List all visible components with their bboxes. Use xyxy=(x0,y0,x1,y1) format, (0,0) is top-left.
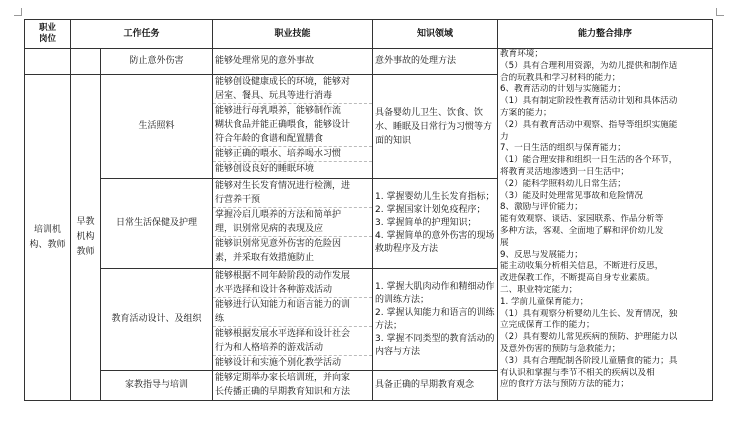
task-cell: 家教指导与培训 xyxy=(101,371,213,401)
ability-line: （1）具有制定阶段性教育活动计划和具体活动 xyxy=(500,96,678,107)
skill-line: 能够进行认知能力和语言能力的训 xyxy=(215,300,351,310)
ability-line: 9、反思与发展能力； xyxy=(500,249,583,260)
ability-line: （3）具有合理配制各阶段儿童膳食的能力；具 xyxy=(500,355,678,366)
skill-line: 理，识别常见病的表现及应 xyxy=(213,222,372,237)
skill-line: 水平选择和设计各种游戏活动 xyxy=(213,283,372,298)
task-cell: 生活照料 xyxy=(101,75,213,179)
ability-line: 7、一日生活的组织与保育能力； xyxy=(500,143,626,154)
skill-line: 能够正确的喂水、培养喝水习惯 xyxy=(213,147,372,162)
skill-line: 居室、餐具、玩具等进行消毒 xyxy=(213,89,372,104)
task-cell: 防止意外伤害 xyxy=(101,49,213,75)
page-corner-mark xyxy=(716,8,724,16)
knowledge-list xyxy=(373,179,498,269)
task-cell: 教育活动设计、及组织 xyxy=(101,269,213,371)
skill-line: 能够根据不同年龄阶段的动作发展 xyxy=(215,271,351,281)
knowledge-cell: 具备婴幼儿卫生、饮食、饮水、睡眠及日常行为习惯等方面的知识 xyxy=(373,75,498,179)
ability-line: 展 xyxy=(500,237,509,248)
skill-list xyxy=(213,75,373,179)
ability-line: 1. 学前儿童保育能力； xyxy=(500,296,589,307)
header-post: 职业 岗位 xyxy=(25,20,71,49)
skill-line: 能够设计和实施个别化教学活动 xyxy=(215,358,342,368)
knowledge-item: 1. 掌握大肌肉动作和精细动作的训练方法； xyxy=(375,281,495,305)
header-ability: 能力整合排序 xyxy=(498,20,713,49)
ability-line: 应的食疗方法与预防方法的能力； xyxy=(500,379,629,390)
skill-list xyxy=(213,371,373,401)
skill-line: 能够根据发展水平选择和设计社会 xyxy=(215,329,351,339)
knowledge-item: 2. 掌握认知能力和语言的训练方法； xyxy=(375,307,495,331)
post-cell-blank xyxy=(25,49,71,75)
ability-line: 力 xyxy=(500,131,509,142)
knowledge-item: 3. 掌握不同类型的教育活动的内容与方法 xyxy=(375,333,495,357)
table-row xyxy=(25,49,713,75)
subpost-cell: 早教机构教师 xyxy=(71,75,101,401)
ability-line: （2）具有教育活动中观察、指导等组织实施能 xyxy=(500,119,678,130)
skill-line: 能够定期举办家长培训班，并向家 xyxy=(215,373,351,383)
skill-line: 掌握冷启儿喂养的方法和简单护 xyxy=(215,210,342,220)
subpost-cell-blank xyxy=(71,49,101,75)
ability-line: 教育环境； xyxy=(500,49,543,59)
ability-line: （3）能及时处理常见事故和危险情况 xyxy=(500,190,643,201)
ability-line: 能主动收集分析相关信息，不断进行反思， xyxy=(500,261,664,272)
skill-line: 能够创设良好的睡眠环境 xyxy=(215,164,315,174)
skill-line: 行为和人格培养的游戏活动 xyxy=(213,341,372,356)
ability-cell xyxy=(498,49,713,401)
competency-table xyxy=(24,19,713,401)
knowledge-cell: 具备正确的早期教育观念 xyxy=(373,371,498,401)
ability-line: （1）具有观察分析婴幼儿生长、发育情况，独 xyxy=(500,308,678,319)
skill-list xyxy=(213,269,373,371)
header-task: 工作任务 xyxy=(71,20,213,49)
knowledge-item: 3. 掌握简单的护理知识； xyxy=(375,218,477,228)
ability-line: 能有效观察、谈话、家园联系、作品分析等 xyxy=(500,214,664,225)
skill-line: 能够创设健康成长的环境，能够对 xyxy=(215,77,351,87)
skill-line: 糊状食品并能正确喂食，能够设计 xyxy=(215,120,351,130)
ability-line: 8、激励与评价能力； xyxy=(500,202,583,213)
page-corner-mark xyxy=(14,8,22,16)
skill-line: 长传播正确的早期教育知识和方法 xyxy=(215,387,351,397)
header-knowledge: 知识领域 xyxy=(373,20,498,49)
ability-line: 二、职业特定能力； xyxy=(500,284,578,295)
skill-line: 练 xyxy=(213,312,372,327)
skill-line: 能够识别常见意外伤害的危险因 xyxy=(215,239,342,249)
knowledge-cell: 意外事故的处理方法 xyxy=(373,49,498,75)
ability-line: （5）具有合理利用资源，为幼儿提供和制作适 xyxy=(500,60,678,71)
ability-line: 6、教育活动的计划与实施能力； xyxy=(500,84,626,95)
skill-line: 行营养干预 xyxy=(213,193,372,208)
ability-line: 改进保教工作，不断提高自身专业素质。 xyxy=(500,273,655,284)
ability-line: （1）能合理安排和组织一日生活的各个环节， xyxy=(500,155,678,166)
knowledge-item: 1. 掌握婴幼儿生长发育指标； xyxy=(375,192,495,202)
table-header-row xyxy=(25,20,713,49)
skill-line: 能够对生长发育情况进行检测，进 xyxy=(215,181,351,191)
header-skill: 职业技能 xyxy=(213,20,373,49)
skill-line: 符合年龄的食谱和配置膳食 xyxy=(213,132,372,147)
ability-line: 及意外伤害的预防与急救能力； xyxy=(500,343,621,354)
ability-line: 有认识和掌握与季节不相关的疾病以及相 xyxy=(500,367,655,378)
knowledge-list xyxy=(373,269,498,371)
ability-list xyxy=(500,49,710,391)
skill-cell: 能够处理常见的意外事故 xyxy=(213,49,373,75)
skill-line: 素，并采取有效措施防止 xyxy=(215,253,315,263)
ability-line: 多种方法，客观、全面地了解和评价幼儿发 xyxy=(500,225,664,236)
task-cell: 日常生活保健及护理 xyxy=(101,179,213,269)
ability-line: （2）能科学照料幼儿日常生活； xyxy=(500,178,626,189)
ability-line: 合的玩教具和学习材料的能力； xyxy=(500,72,621,83)
ability-line: 立完成保育工作的能力； xyxy=(500,320,595,331)
ability-line: （2）具有婴幼儿常见疾病的预防、护理能力以 xyxy=(500,332,678,343)
knowledge-item: 4. 掌握简单的意外伤害的现场救助程序及方法 xyxy=(375,231,495,254)
post-cell: 培训机构、教师 xyxy=(25,75,71,401)
skill-list xyxy=(213,179,373,269)
ability-line: 将教育灵活地渗透到一日生活中； xyxy=(500,166,629,177)
skill-line: 能够进行母乳喂养，能够制作流 xyxy=(215,106,342,116)
knowledge-item: 2. 掌握国家计划免疫程序； xyxy=(375,205,486,215)
ability-line: 方案的能力； xyxy=(500,107,552,118)
